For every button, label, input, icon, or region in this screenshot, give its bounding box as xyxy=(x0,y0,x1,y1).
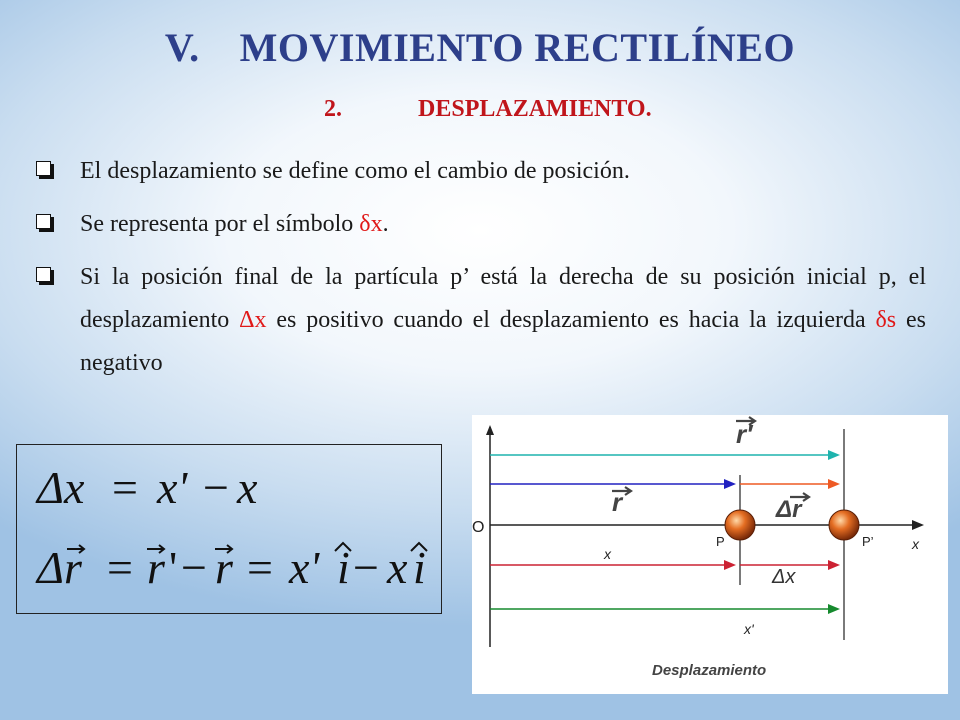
formula-delta-x: Δx xyxy=(37,462,85,513)
displacement-diagram xyxy=(472,415,948,694)
x-prime-arrowhead-icon xyxy=(828,604,840,614)
bullet-item xyxy=(36,256,926,385)
slide-subtitle xyxy=(324,96,652,123)
vertical-axis-arrowhead-icon xyxy=(486,425,494,435)
x-axis-arrowhead-icon xyxy=(912,520,924,530)
r-prime-arrowhead-icon xyxy=(828,450,840,460)
bullet-text: es positivo cuando el desplazamiento es hacia la izquierda xyxy=(266,307,876,333)
formula-x: x xyxy=(387,542,408,593)
formula-r: r xyxy=(215,542,233,593)
particle-p-prime-icon xyxy=(829,510,859,540)
formula-r: r xyxy=(147,542,165,593)
figure-caption: Desplazamiento xyxy=(652,662,767,679)
label-r-prime: r′ xyxy=(736,419,753,449)
formula-delta-r: Δr xyxy=(37,542,82,593)
checkbox-bullet-icon xyxy=(36,267,51,282)
checkbox-bullet-icon xyxy=(36,214,51,229)
slide-title xyxy=(0,24,960,71)
delta-x-arrowhead-icon xyxy=(828,560,840,570)
formula-prime: ' xyxy=(169,542,178,593)
title-number: V. xyxy=(164,25,200,70)
bullet-text: Si la posición final de la partícula p’ está la derecha de su posición inicial p, el desplazamiento xyxy=(80,264,926,333)
label-x: x xyxy=(604,546,611,562)
formula-i-hat: i xyxy=(413,542,426,593)
symbol-delta-x: δx xyxy=(359,211,383,237)
formula-equals: = xyxy=(247,542,273,593)
formula-equals: = xyxy=(107,542,133,593)
symbol-capital-delta-x: Δx xyxy=(239,307,267,333)
delta-r-arrowhead-icon xyxy=(828,479,840,489)
bullet-text: El desplazamiento se define como el cambio de posición. xyxy=(80,158,630,184)
label-r: r xyxy=(612,487,623,517)
formula-minus: − xyxy=(203,462,229,513)
label-x-prime: x' xyxy=(744,621,754,637)
symbol-delta-s: δs xyxy=(875,307,897,333)
formula-svg xyxy=(17,445,441,613)
subtitle-number: 2. xyxy=(324,96,342,122)
r-arrowhead-icon xyxy=(724,479,736,489)
formula-box xyxy=(16,444,442,614)
formula-x-prime: x' xyxy=(157,462,188,513)
particle-p-icon xyxy=(725,510,755,540)
bullet-text: . xyxy=(382,211,389,237)
label-p-prime: P’ xyxy=(862,534,874,549)
formula-x: x xyxy=(237,462,258,513)
label-delta-x: Δx xyxy=(772,566,796,588)
formula-i-hat: i xyxy=(337,542,350,593)
formula-minus: − xyxy=(353,542,379,593)
x-arrowhead-icon xyxy=(724,560,736,570)
formula-minus: − xyxy=(181,542,207,593)
label-x-axis: x xyxy=(912,536,919,552)
label-p: P xyxy=(716,534,725,549)
label-delta-r: Δr xyxy=(776,496,802,523)
displacement-figure xyxy=(472,415,948,694)
bullet-item xyxy=(36,203,926,246)
subtitle-text: DESPLAZAMIENTO. xyxy=(418,96,652,122)
formula-x-prime: x' xyxy=(289,542,320,593)
label-origin: O xyxy=(472,519,485,536)
bullet-text: Se representa por el símbolo xyxy=(80,211,360,237)
checkbox-bullet-icon xyxy=(36,161,51,176)
bullet-item xyxy=(36,150,926,193)
formula-equals: = xyxy=(112,462,138,513)
bullet-text: es negativo xyxy=(80,307,926,376)
title-text: MOVIMIENTO RECTILÍNEO xyxy=(239,25,796,70)
bullet-list xyxy=(36,150,926,385)
